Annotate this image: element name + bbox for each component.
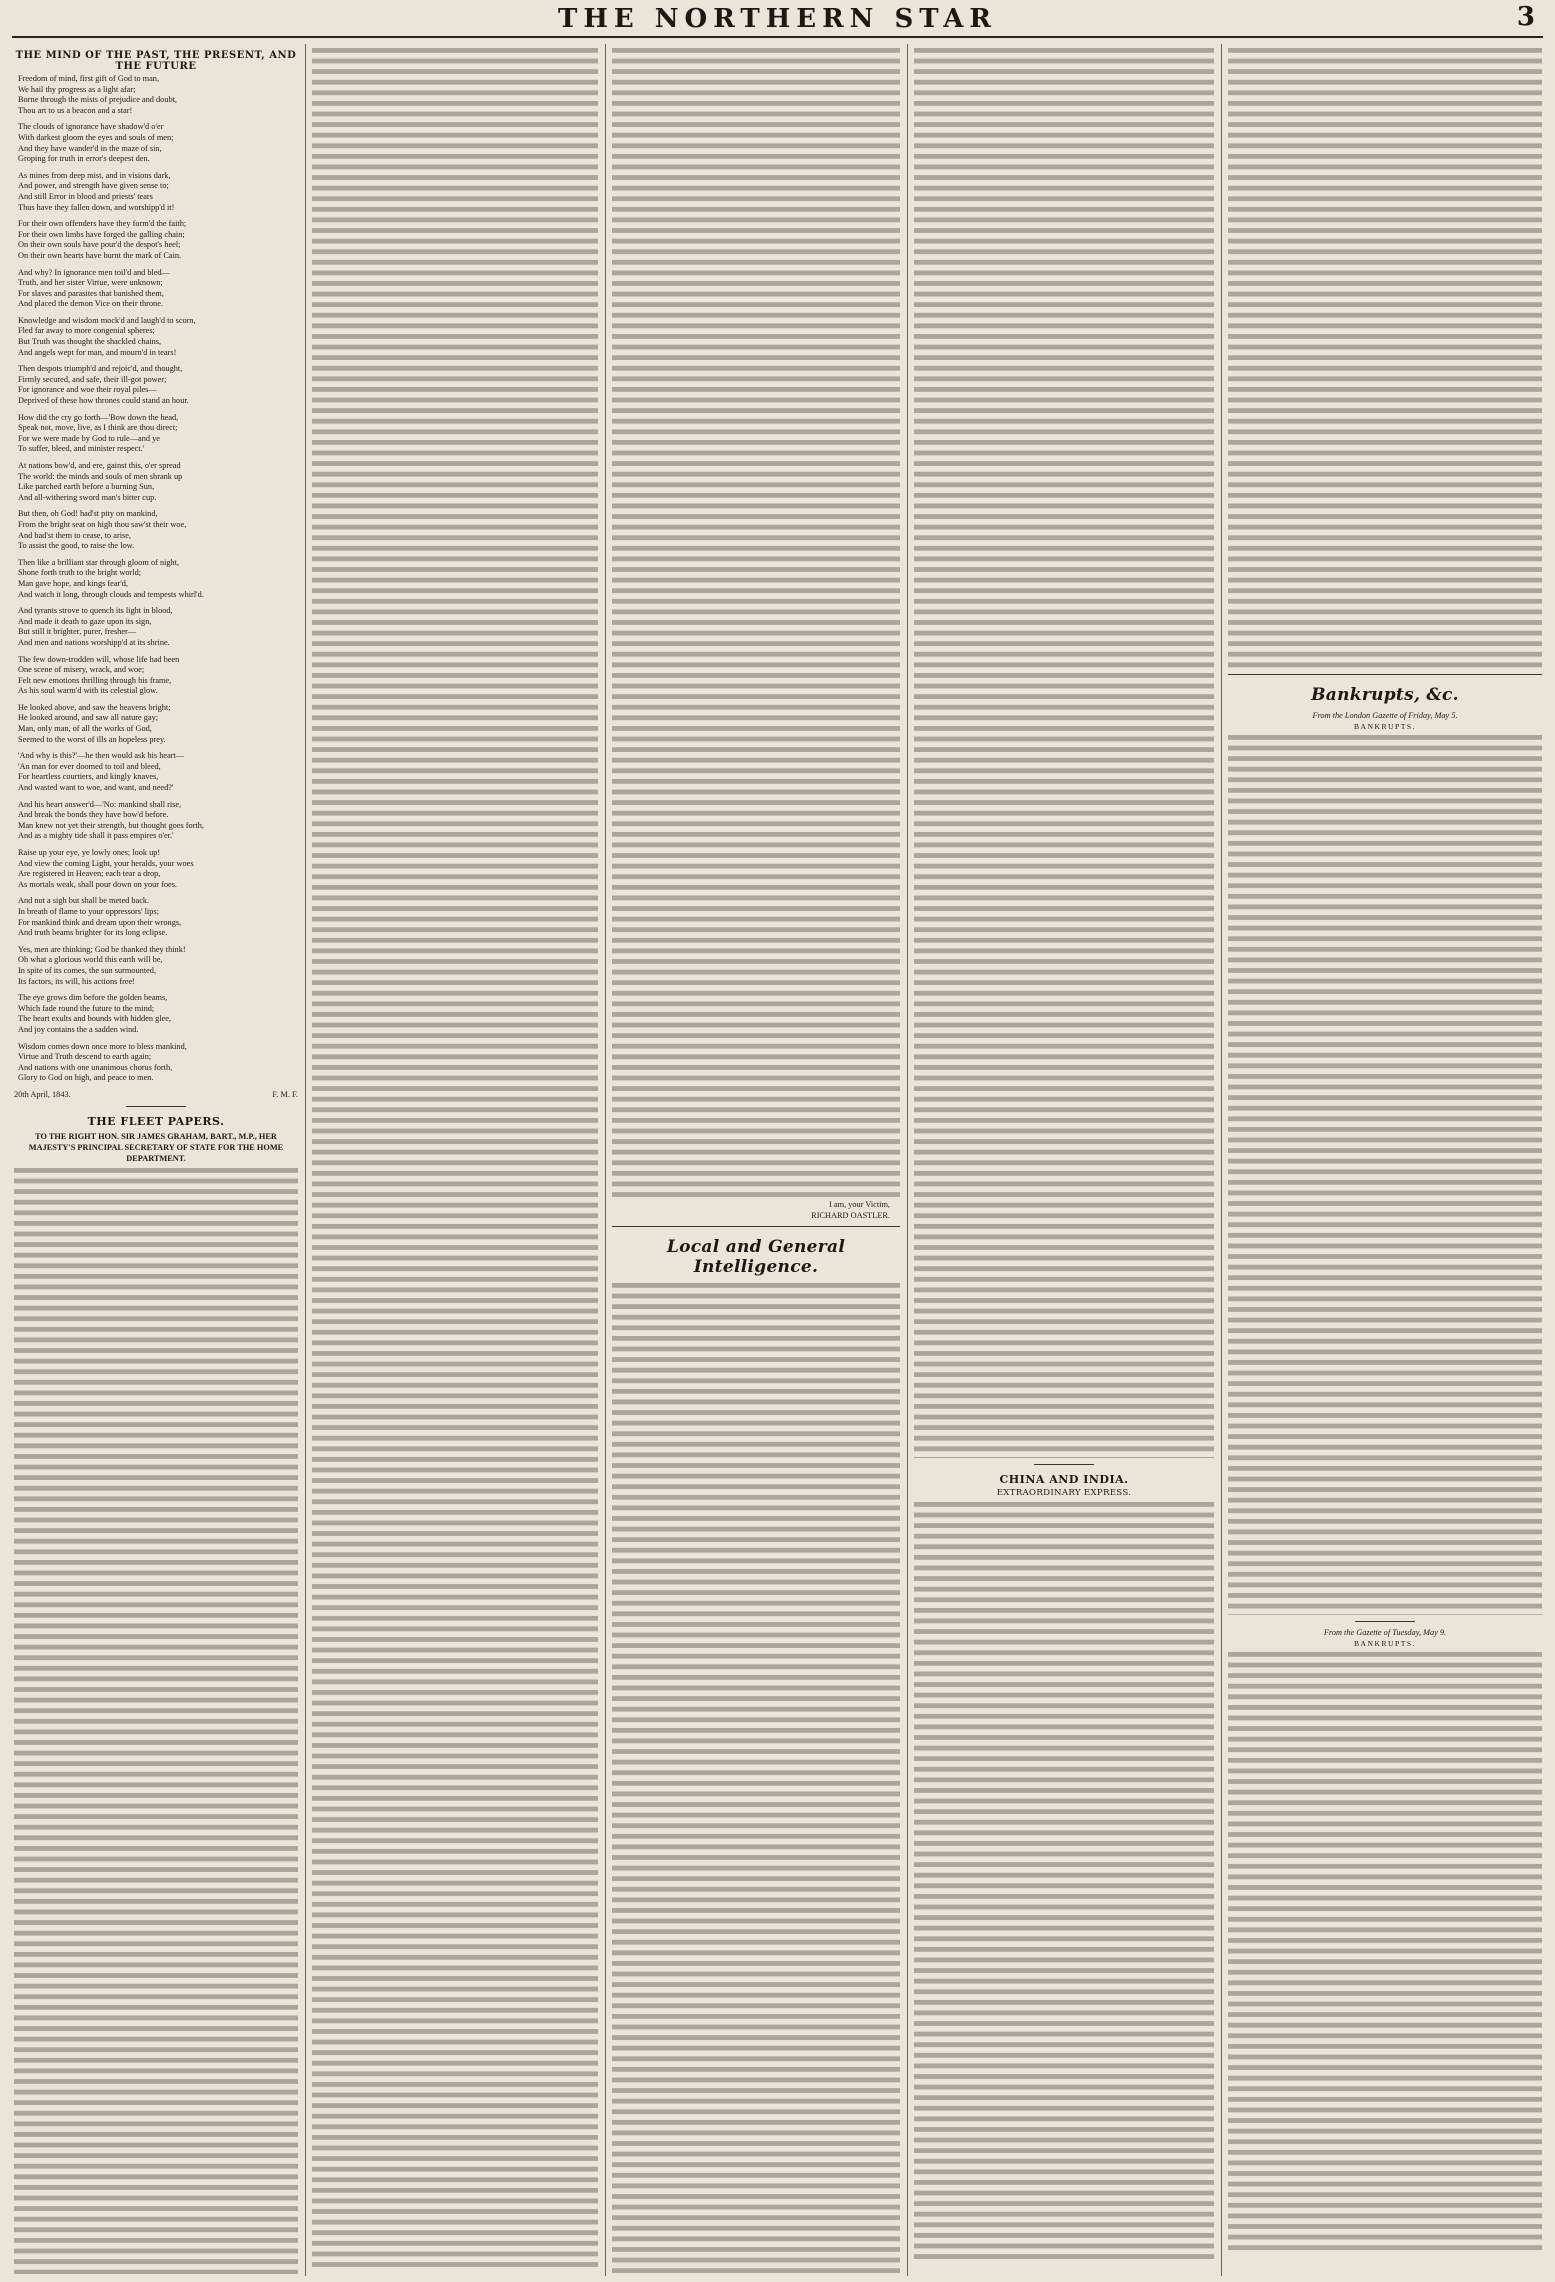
poem-line: And his heart answer'd—'No: mankind shall rise, [18,799,182,809]
poem-stanza [14,993,298,1035]
poem-line: And joy contains the a sadden wind. [18,1024,139,1034]
poem-line: And view the coming Light, your heralds, your woes [18,858,194,868]
poem-line: Wisdom comes down once more to bless mankind, [18,1041,187,1051]
poem-line: And tyrants strove to quench its light in blood, [18,606,173,616]
poem-line: On their own hearts have burnt the mark of Cain. [18,250,182,260]
poem-stanza [14,558,298,600]
fleet-papers-address: TO THE RIGHT HON. SIR JAMES GRAHAM, BART., M.P., HER MAJESTY'S PRINCIPAL SECRETARY OF STATE FOR THE HOME DEPARTMENT. [28,1132,284,1163]
poem-stanza [14,896,298,938]
poem-line: The eye grows dim before the golden beams, [18,993,168,1003]
poem-body [14,74,298,1084]
poem-line: Speak not, move, live, as I think are thou direct; [18,423,178,433]
local-intelligence-body [612,1283,900,2274]
masthead-rule [12,36,1543,38]
poem-line: For mankind think and dream upon their wrongs, [18,917,182,927]
poem-initials: F. M. F. [272,1089,298,1099]
masthead [0,0,1555,40]
poem-stanza [14,703,298,745]
poem-stanza [14,171,298,213]
poem-stanza [14,751,298,793]
poem-stanza [14,800,298,842]
column-2 [312,46,598,2274]
poem-line: Thou art to us a beacon and a star! [18,105,133,115]
fleet-papers-conclusion [612,48,900,1198]
poem-line: The heart exults and bounds with hidden glee, [18,1014,171,1024]
section-rule [1228,674,1542,675]
section-rule [1034,1464,1094,1465]
poem-line: And angels wept for man, and mourn'd in tears! [18,347,177,357]
poem-line: For their own offenders have they form'd the faith; [18,219,187,229]
bankrupts-label-tuesday: BANKRUPTS. [1353,1639,1417,1648]
poem-line: Man gave hope, and kings fear'd, [18,578,129,588]
local-news-column-5 [1228,48,1542,668]
poem-line: As mortals weak, shall pour down on your foes. [18,879,177,889]
poem-line: In breath of flame to your oppressors' lips; [18,906,159,916]
poem-line: As mines from deep mist, and in visions dark, [18,170,171,180]
poem-line: But then, oh God! had'st pity on mankind, [18,509,158,519]
poem-line: With darkest gloom the eyes and souls of men; [18,132,174,142]
poem-line: At nations bow'd, and ere, gainst this, o'er spread [18,461,181,470]
column-divider [605,44,606,2276]
poem-line: We hail thy progress as a light afar; [18,84,136,94]
poem-line: Its factors, its will, his actions free! [18,976,136,986]
poem-line: Freedom of mind, first gift of God to man, [18,74,160,83]
column-4 [914,46,1214,2274]
poem-line: But still it brighter, purer, fresher— [18,627,136,637]
poem-line: Borne through the mists of prejudice and doubt, [18,95,177,105]
china-india-title: CHINA AND INDIA. [999,1473,1129,1486]
poem-line: Man knew not yet their strength, but thought goes forth, [18,820,204,830]
poem-line: Are registered in Heaven; each tear a drop, [18,869,161,879]
china-india-subtitle: EXTRAORDINARY EXPRESS. [996,1488,1132,1498]
poem-line: And placed the demon Vice on their throne. [18,299,163,309]
poem-line: To suffer, bleed, and minister respect.' [18,444,145,454]
poem-stanza [14,122,298,164]
poem-line: The few down-trodden will, whose life had been [18,654,180,664]
column-5 [1228,46,1542,2274]
fleet-signoff: I am, your Victim, [829,1200,890,1209]
local-intelligence-title: Local and General Intelligence. [666,1237,846,1277]
poem-stanza [14,848,298,890]
poem-line: For heartless courtiers, and kingly knaves, [18,772,159,782]
china-india-body [914,1502,1214,2262]
gazette-friday: From the London Gazette of Friday, May 5. [1312,711,1458,720]
poem-line: He looked around, and saw all nature gay; [18,713,159,723]
poem-line: Then despots triumph'd and rejoic'd, and thought, [18,364,183,374]
poem-line: For slaves and parasites that banished them, [18,288,164,298]
newspaper-title: THE NORTHERN STAR [558,4,997,34]
poem-line: Firmly secured, and safe, their ill-got power; [18,374,167,384]
bankrupts-list-friday [1228,735,1542,1615]
poem-line: Knowledge and wisdom mock'd and laugh'd to scorn, [18,315,196,325]
poem-line: For ignorance and woe their royal piles— [18,385,157,395]
poem-line: The clouds of ignorance have shadow'd o'er [18,122,164,132]
poem-line: And all-withering sword man's bitter cup. [18,492,157,502]
column-3 [612,46,900,2274]
poem-line: As his soul warm'd with its celestial glow. [18,686,158,696]
section-rule [1355,1621,1415,1622]
gazette-tuesday: From the Gazette of Tuesday, May 9. [1323,1628,1447,1637]
poem-line: For we were made by God to rule—and ye [18,433,160,443]
poem-line: And as a mighty tide shall it pass empires o'er.' [18,831,174,841]
section-rule [126,1106,186,1107]
poem-line: And bad'st them to cease, to arise, [18,530,132,540]
poem-line: And watch it long, through clouds and tempests whirl'd. [18,589,204,599]
bankrupts-title: Bankrupts, &c. [1311,685,1459,705]
poem-line: And made it death to gaze upon its sign, [18,616,152,626]
poem-line: To assist the good, to raise the low. [18,541,135,551]
poem-stanza [14,655,298,697]
column-1 [14,46,298,2274]
poem-line: Which fade round the future to the mind; [18,1003,155,1013]
poem-line: Virtue and Truth descend to earth again; [18,1052,152,1062]
poem-line: Seemed to the worst of ills an hopeless prey. [18,734,166,744]
poem-line: Felt new emotions thrilling through his frame, [18,675,172,685]
poem-line: 'An man for ever doomed to toil and bleed, [18,761,161,771]
poem-title: THE MIND OF THE PAST, THE PRESENT, AND THE FUTURE [15,50,297,72]
poem-stanza [14,509,298,551]
poem-line: For their own limbs have forged the galling chain; [18,229,185,239]
poem-stanza [14,461,298,503]
column-divider [907,44,908,2276]
poem-stanza [14,606,298,648]
local-news-continued [914,48,1214,1458]
poem-line: Deprived of these how thrones could stand an hour. [18,396,189,406]
poem-line: Oh what a glorious world this earth will be, [18,955,163,965]
poem-line: 'And why is this?'—he then would ask his heart— [18,751,185,761]
poem-line: Fled far away to more congenial spheres; [18,326,155,336]
column-divider [305,44,306,2276]
poem-line: Glory to God on high, and peace to men. [18,1073,154,1083]
poem-line: Groping for truth in error's deepest den. [18,154,150,164]
poem-line: Truth, and her sister Virtue, were unknown; [18,278,163,288]
poem-line: And power, and strength have given sense to; [18,181,169,191]
poem-stanza [14,219,298,261]
poem-stanza [14,1042,298,1084]
poem-line: But Truth was thought the shackled chains, [18,337,162,347]
poem-line: And wasted want to woe, and want, and need?' [18,783,174,793]
column-divider [1221,44,1222,2276]
poem-stanza [14,74,298,116]
poem-line: Then like a brilliant star through gloom of night, [18,557,180,567]
poem-line: How did the cry go forth—'Bow down the head, [18,412,179,422]
poem-line: On their own souls have pour'd the despot's heel; [18,240,181,250]
poem-stanza [14,316,298,358]
poem-stanza [14,364,298,406]
poem-line: Yes, men are thinking; God be thanked they think! [18,944,186,954]
poem-line: And why? In ignorance men toil'd and bled— [18,267,170,277]
poem-line: One scene of misery, wrack, and woe; [18,665,145,675]
poem-line: The world: the minds and souls of men shrank up [18,471,183,481]
poem-stanza [14,945,298,987]
poem-line: From the bright seat on high thou saw'st their woe, [18,519,187,529]
poem-line: Like parched earth before a burning Sun, [18,482,155,492]
fleet-signature: RICHARD OASTLER. [811,1211,890,1220]
poem-line: Shone forth truth to the bright world; [18,568,142,578]
poem-line: Raise up your eye, ye lowly ones; look up! [18,848,161,857]
bankrupts-list-tuesday [1228,1652,1542,2252]
poem-date: 20th April, 1843. [14,1089,71,1099]
poem-stanza [14,268,298,310]
poem-line: And not a sigh but shall be meted back. [18,896,150,906]
bankrupts-label: BANKRUPTS. [1353,722,1417,731]
fleet-papers-continued [312,48,598,2268]
poem-line: And break the bonds they have bow'd before. [18,810,169,820]
poem-line: And still Error in blood and priests' tears [18,191,153,201]
poem-signature [14,1090,298,1101]
poem-line: In spite of its comes, the sun surmounted, [18,965,157,975]
poem-stanza [14,413,298,455]
poem-line: Thus have they fallen down, and worshipp'd it! [18,202,175,212]
poem-line: And nations with one unanimous chorus forth, [18,1062,173,1072]
fleet-papers-title: THE FLEET PAPERS. [87,1115,225,1129]
poem-line: Man, only man, of all the works of God, [18,724,152,734]
poem-line: And they have wander'd in the maze of sin, [18,143,162,153]
poem-line: And men and nations worshipp'd at its shrine. [18,637,170,647]
section-rule [612,1226,900,1227]
page-number: 3 [1516,2,1535,32]
fleet-papers-body [14,1168,298,2274]
poem-line: He looked above, and saw the heavens bright; [18,702,171,712]
poem-line: And truth beams brighter for its long eclipse. [18,928,168,938]
